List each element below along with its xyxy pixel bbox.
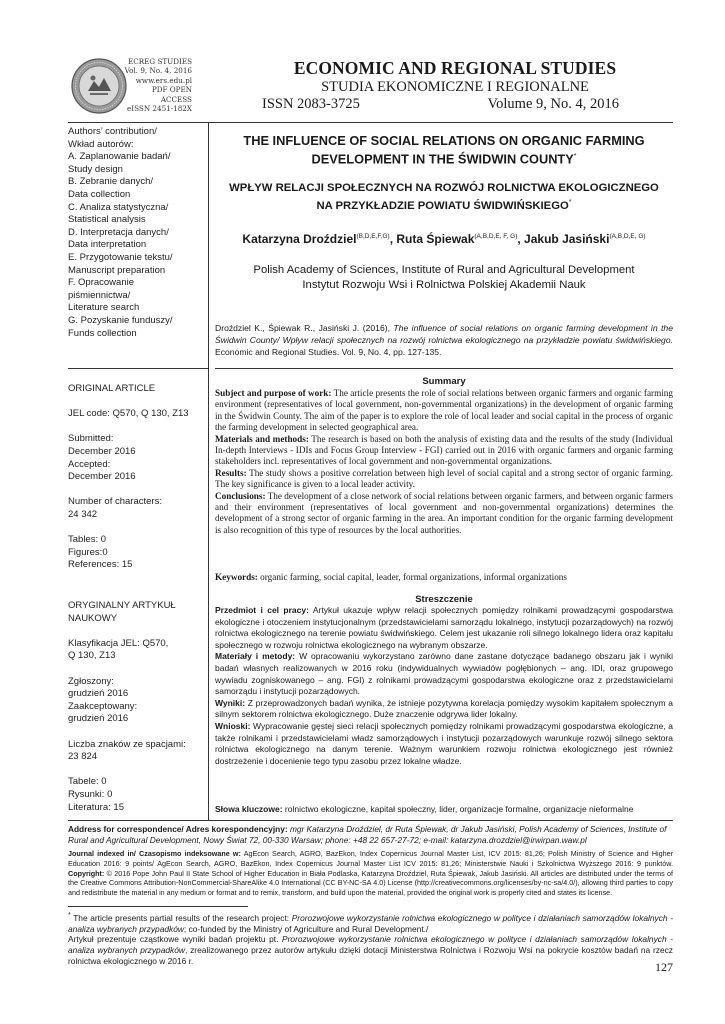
meta-line: PDF OPEN ACCESS <box>151 85 192 104</box>
submitted-date: December 2016 <box>68 445 136 457</box>
title-line: DEVELOPMENT IN THE ŚWIDWIN COUNTY <box>311 150 574 166</box>
article-title-en <box>215 133 673 166</box>
jel-code-pl: Q 130, Z13 <box>68 650 116 662</box>
title-line: WPŁYW RELACJI SPOŁECZNYCH NA ROZWÓJ ROLNICTWA EKOLOGICZNEGO <box>229 182 659 194</box>
keywords-en <box>215 572 673 582</box>
copyright-text: © 2016 Pope John Paul II State School of Higher Education in Biała Podlaska, Katarzyna Droździel, Ruta Śpiewak, Jakub Jasiński. All articles are distributed under the terms of the Creative Commons Attribution-NonCommercial-ShareAlike 4.0 International (CC BY-NC-SA 4.0) License (http://creativecommons.org/licenses/by-nc-sa/4.0/), allowing third parties to copy and redistribute the material in any medium or format and to remix, transform, and build upon the material, provided the original work is properly cited and states its license. <box>68 868 674 898</box>
article-info-en <box>68 383 204 572</box>
summary-label: Conclusions: <box>215 490 266 501</box>
contribution-line: Literature search <box>68 302 140 314</box>
author-name: Katarzyna Droździel <box>242 232 357 246</box>
submitted-label: Submitted: <box>68 433 114 445</box>
contribution-line: B. Zebranie danych/ <box>68 176 154 188</box>
author-name: Jakub Jasiński <box>524 232 610 246</box>
streszczenie-text: Artykuł ukazuje wpływ relacji społecznych pomiędzy rolnikami prowadzącymi gospodarstwa ekologiczne i otoczeniem instytucjonalnym (przedstawicielami samorządu lokalnego, instytucji pozarządowych) na rozwój rolnictwa ekologicznego na terenie powiatu świdwińskiego. Celem jest ukazanie roli silnego lokalnego lidera oraz kapitału społecznego w rozwoju rolnictwa ekologicznego na wybranym obszarze. <box>215 605 673 650</box>
keywords-label: Keywords: <box>215 572 258 582</box>
author-contribution: (A,B,D,E, G) <box>609 233 646 240</box>
footnote-text: The article presents partial results of the research project: <box>73 912 290 923</box>
title-line: THE INFLUENCE OF SOCIAL RELATIONS ON ORGANIC FARMING <box>243 133 645 148</box>
affiliation-en: Polish Academy of Sciences, Institute of Rural and Agricultural Development <box>253 264 635 276</box>
summary-text: The development of a close network of social relations between organic farmers, and between organic farmers and their environment (representatives of local government and non-governmental organizations) determines the development of a strong sector of organic farming in the area. An important condition for the organic farming development is also recognition of this type of resources by the local authorities. <box>215 490 673 535</box>
contribution-line: Statistical analysis <box>68 214 146 226</box>
summary-text: The study shows a positive correlation between high level of social capital and a strong sector of organic farming. The key significance is given to a local leader activity. <box>215 467 673 490</box>
correspondence-address <box>68 824 673 845</box>
address-text: mgr Katarzyna Droździel, dr Ruta Śpiewak, dr Jakub Jasiński, Polish Academy of Sciences, Institute of Rural and Agricultural Development, Nowy Świat 72, 00-330 Warsaw; phone: +48 22 657-27-72; e-mail: katarzyna.drozdziel@irwirpan.waw.pl <box>68 824 667 845</box>
footnote-text: Artykuł prezentuje cząstkowe wyniki badań projektu pt. <box>68 934 279 945</box>
zaakceptowany-date: grudzień 2016 <box>68 713 129 725</box>
streszczenie-label: Materiały i metody: <box>215 651 296 662</box>
summary-label: Materials and methods: <box>215 433 309 444</box>
meta-line: Vol. 9, No. 4, 2016 <box>124 66 192 76</box>
journal-seal-logo <box>70 57 128 115</box>
summary-text: The research is based on both the analysis of existing data and the results of the study (Individual In-depth Interviews - IDIs and Focus Group Interview - FGI) carried out in 2016 with organic farmers and organic farming stakeholders incl. representatives of local government and non-governmental organizations. <box>215 433 673 467</box>
citation-title: The influence of social relations on organic farming development in the Świdwin County/ Wpływ relacji społecznych na rozwój rolnictwa ekologicznego na przykładzie powiatu świdwińskiego. <box>215 323 673 346</box>
contribution-line: Manuscript preparation <box>68 264 166 276</box>
keywords-pl <box>215 804 673 814</box>
citation <box>215 322 673 359</box>
journal-subtitle: STUDIA EKONOMICZNE I REGIONALNE <box>321 79 589 95</box>
footnote-marker[interactable]: * <box>568 198 572 206</box>
address-label: Address for correspondence/ Adres korespondencyjny: <box>68 824 288 834</box>
separator: , <box>389 232 397 246</box>
streszczenie-text: W opracowaniu wykorzystano zarówno dane zastane dotyczące badanego obszaru jak i wyniki badań własnych realizowanych w 2016 roku (indywidualnych wywiadów pogłębionych – ang. IDI, oraz grupowego wywiadu zogniskowanego – ang. FGI) z rolnikami prowadzącymi gospodarstwa ekologiczne oraz z przedstawicielami samorządu i instytucji pozarządowych. <box>215 651 673 697</box>
characters-label: Number of characters: <box>68 496 162 508</box>
footnote-text: ; co-funded by the Ministry of Agriculture and Rural Development./ <box>183 923 429 934</box>
rysunki-count: Rysunki: 0 <box>68 788 113 800</box>
footnote-rule <box>68 906 248 907</box>
streszczenie-label: Wyniki: <box>215 697 246 708</box>
zaakceptowany-label: Zaakceptowany: <box>68 700 138 712</box>
tabele-count: Tabele: 0 <box>68 776 107 788</box>
page-number: 127 <box>655 960 673 974</box>
znaki-value: 23 824 <box>68 751 98 763</box>
author-contribution: (A,B,D,E, F, G) <box>474 233 518 240</box>
streszczenie-text: Wypracowanie gęstej sieci relacji społecznych pomiędzy rolnikami prowadzącymi gospodarstwa ekologiczne, a także rolnikami i przedstawicielami władz samorządowych i instytucji pozarządowych warunkuje rozwój silnego sektora rolnictwa ekologicznego na danym terenie. Ważnym warunkiem rozwoju rolnictwa ekologicznego jest również dostrzeżenie i docenienie tego typu zasobu przez lokalne władze. <box>215 720 673 766</box>
project-footnote <box>68 911 673 967</box>
summary-text: The article presents the role of social relations between organic farmers and organic farming environment (representatives of local government, non-governmental organizations) in the development of organic farming in the Świdwin County. The aim of the paper is to explore the role of local leader and social capital in the process of organic the farming development in selected geographical area. <box>215 388 673 433</box>
accepted-date: December 2016 <box>68 471 136 483</box>
streszczenie-body <box>215 605 673 767</box>
meta-line[interactable]: www.ers.edu.pl <box>135 75 192 85</box>
author-contribution: (B,D,E,F,G) <box>356 233 390 240</box>
keywords-label: Słowa kluczowe: <box>215 804 283 814</box>
footer-rule <box>68 820 673 821</box>
contribution-line: G. Pozyskanie funduszy/ <box>68 314 173 326</box>
contribution-line: Wkład autorów: <box>68 138 134 150</box>
keywords-text: rolnictwo ekologiczne, kapitał społeczny, lider, organizacje formalne, organizacje nieformalne <box>284 804 634 814</box>
separator: , <box>517 232 525 246</box>
authors-line <box>215 232 673 246</box>
summary-label: Subject and purpose of work: <box>215 388 332 398</box>
contribution-line: piśmiennictwa/ <box>68 289 131 301</box>
main-rule <box>215 368 673 369</box>
meta-line: eISSN 2451-182X <box>127 104 192 114</box>
contribution-line: Data collection <box>68 188 131 200</box>
column-divider <box>208 122 209 820</box>
article-info-pl <box>68 600 204 814</box>
contribution-line: C. Analiza statystyczna/ <box>68 201 169 213</box>
figures-count: Figures:0 <box>68 546 108 558</box>
streszczenie-heading: Streszczenie <box>415 594 473 605</box>
issn: ISSN 2083-3725 <box>262 96 360 112</box>
jel-code: JEL code: Q570, Q 130, Z13 <box>68 408 189 420</box>
affiliation-pl: Instytut Rozwoju Wsi i Rolnictwa Polskiej Akademii Nauk <box>302 279 586 291</box>
article-title-pl <box>215 181 673 213</box>
footnote-project-title: Prorozwojowe wykorzystanie rolnictwa ekologicznego w polityce i działaniach samorządów lokalnych - analiza wybranych przypadków <box>68 912 673 934</box>
contribution-line: Authors’ contribution/ <box>68 126 157 137</box>
zgloszony-label: Zgłoszony: <box>68 675 114 687</box>
journal-meta-block <box>122 57 192 113</box>
footnote-text: , zrealizowanego przez autorów artykułu dzięki dotacji Ministerstwa Rolnictwa i Rozwoju Wsi na pokrycie kosztów badań na rzecz rolnictwa ekologicznego w 2016 r. <box>68 945 673 966</box>
author-name: Ruta Śpiewak <box>396 232 475 246</box>
title-line: NA PRZYKŁADZIE POWIATU ŚWIDWIŃSKIEGO <box>316 199 569 212</box>
contribution-line: F. Opracowanie <box>68 277 135 289</box>
article-type: ORIGINAL ARTICLE <box>68 383 156 394</box>
keywords-text: organic farming, social capital, leader, formal organizations, informal organizations <box>260 572 567 582</box>
jel-code-pl: Klasyfikacja JEL: Q570, <box>68 637 169 649</box>
contribution-line: E. Przygotowanie tekstu/ <box>68 251 173 263</box>
zgloszony-date: grudzień 2016 <box>68 688 129 700</box>
footnote-mark: * <box>68 912 71 919</box>
meta-line: ECREG STUDIES <box>128 57 192 66</box>
article-type-pl: ORYGINALNY ARTYKUŁ <box>68 600 176 611</box>
tables-count: Tables: 0 <box>68 534 107 546</box>
znaki-label: Liczba znaków ze spacjami: <box>68 738 186 750</box>
citation-authors: Droździel K., Śpiewak R., Jasiński J. (2016), <box>215 323 390 333</box>
volume-info: Volume 9, No. 4, 2016 <box>487 96 619 112</box>
affiliation <box>215 263 673 293</box>
streszczenie-text: Z przeprowadzonych badań wynika, że istnieje pozytywna korelacja pomiędzy wysokim kapitałem społecznym a silnym sektorem rolnictwa ekologicznego. Duże znaczenie odgrywa lider lokalny. <box>215 697 673 720</box>
contribution-line: Funds collection <box>68 327 137 339</box>
summary-heading: Summary <box>422 376 466 387</box>
summary-body <box>215 388 673 536</box>
streszczenie-label: Przedmiot i cel pracy: <box>215 605 309 615</box>
contribution-line: D. Interpretacja danych/ <box>68 226 169 238</box>
citation-source: Economic and Regional Studies. Vol. 9, No. 4, pp. 127-135. <box>215 347 442 358</box>
contribution-line: Study design <box>68 163 123 175</box>
references-count: References: 15 <box>68 559 133 571</box>
footnote-project-title: Prorozwojowe wykorzystanie rolnictwa ekologicznego w polityce i działaniach samorządów lokalnych - analiza wybranych przypadków <box>68 934 673 956</box>
copyright-label: Copyright: <box>68 868 105 878</box>
article-type-pl: NAUKOWY <box>68 612 118 624</box>
contribution-line: A. Zaplanowanie badań/ <box>68 151 171 163</box>
streszczenie-label: Wnioski: <box>215 720 251 731</box>
accepted-label: Accepted: <box>68 458 111 470</box>
header-rule <box>68 122 673 123</box>
authors-contribution <box>68 126 204 340</box>
literatura-count: Literatura: 15 <box>68 801 124 813</box>
characters-value: 24 342 <box>68 508 98 520</box>
contribution-line: Data interpretation <box>68 239 147 251</box>
indexed-label: Journal indexed in/ Czasopismo indeksowane w: <box>68 849 241 858</box>
footnote-marker[interactable]: * <box>573 152 577 160</box>
sidebar-rule <box>68 368 208 369</box>
journal-title: ECONOMIC AND REGIONAL STUDIES <box>293 58 617 78</box>
summary-label: Results: <box>215 467 247 478</box>
indexed-text: AgEcon Search, AGRO, BazEkon, Index Copernicus Journal Master List, ICV 2015: 81,26; Polish Ministry of Science and Higher Education 2016: 9 points/ AgEcon Search, AGRO, BazEkon, Index Copernicus Journal Master List ICV 2015: 81,26; Ministerstwie Nauki i Szkolnictwa Wyższego 2016: 9 punktów. <box>68 849 673 868</box>
indexing-and-copyright <box>68 849 673 898</box>
